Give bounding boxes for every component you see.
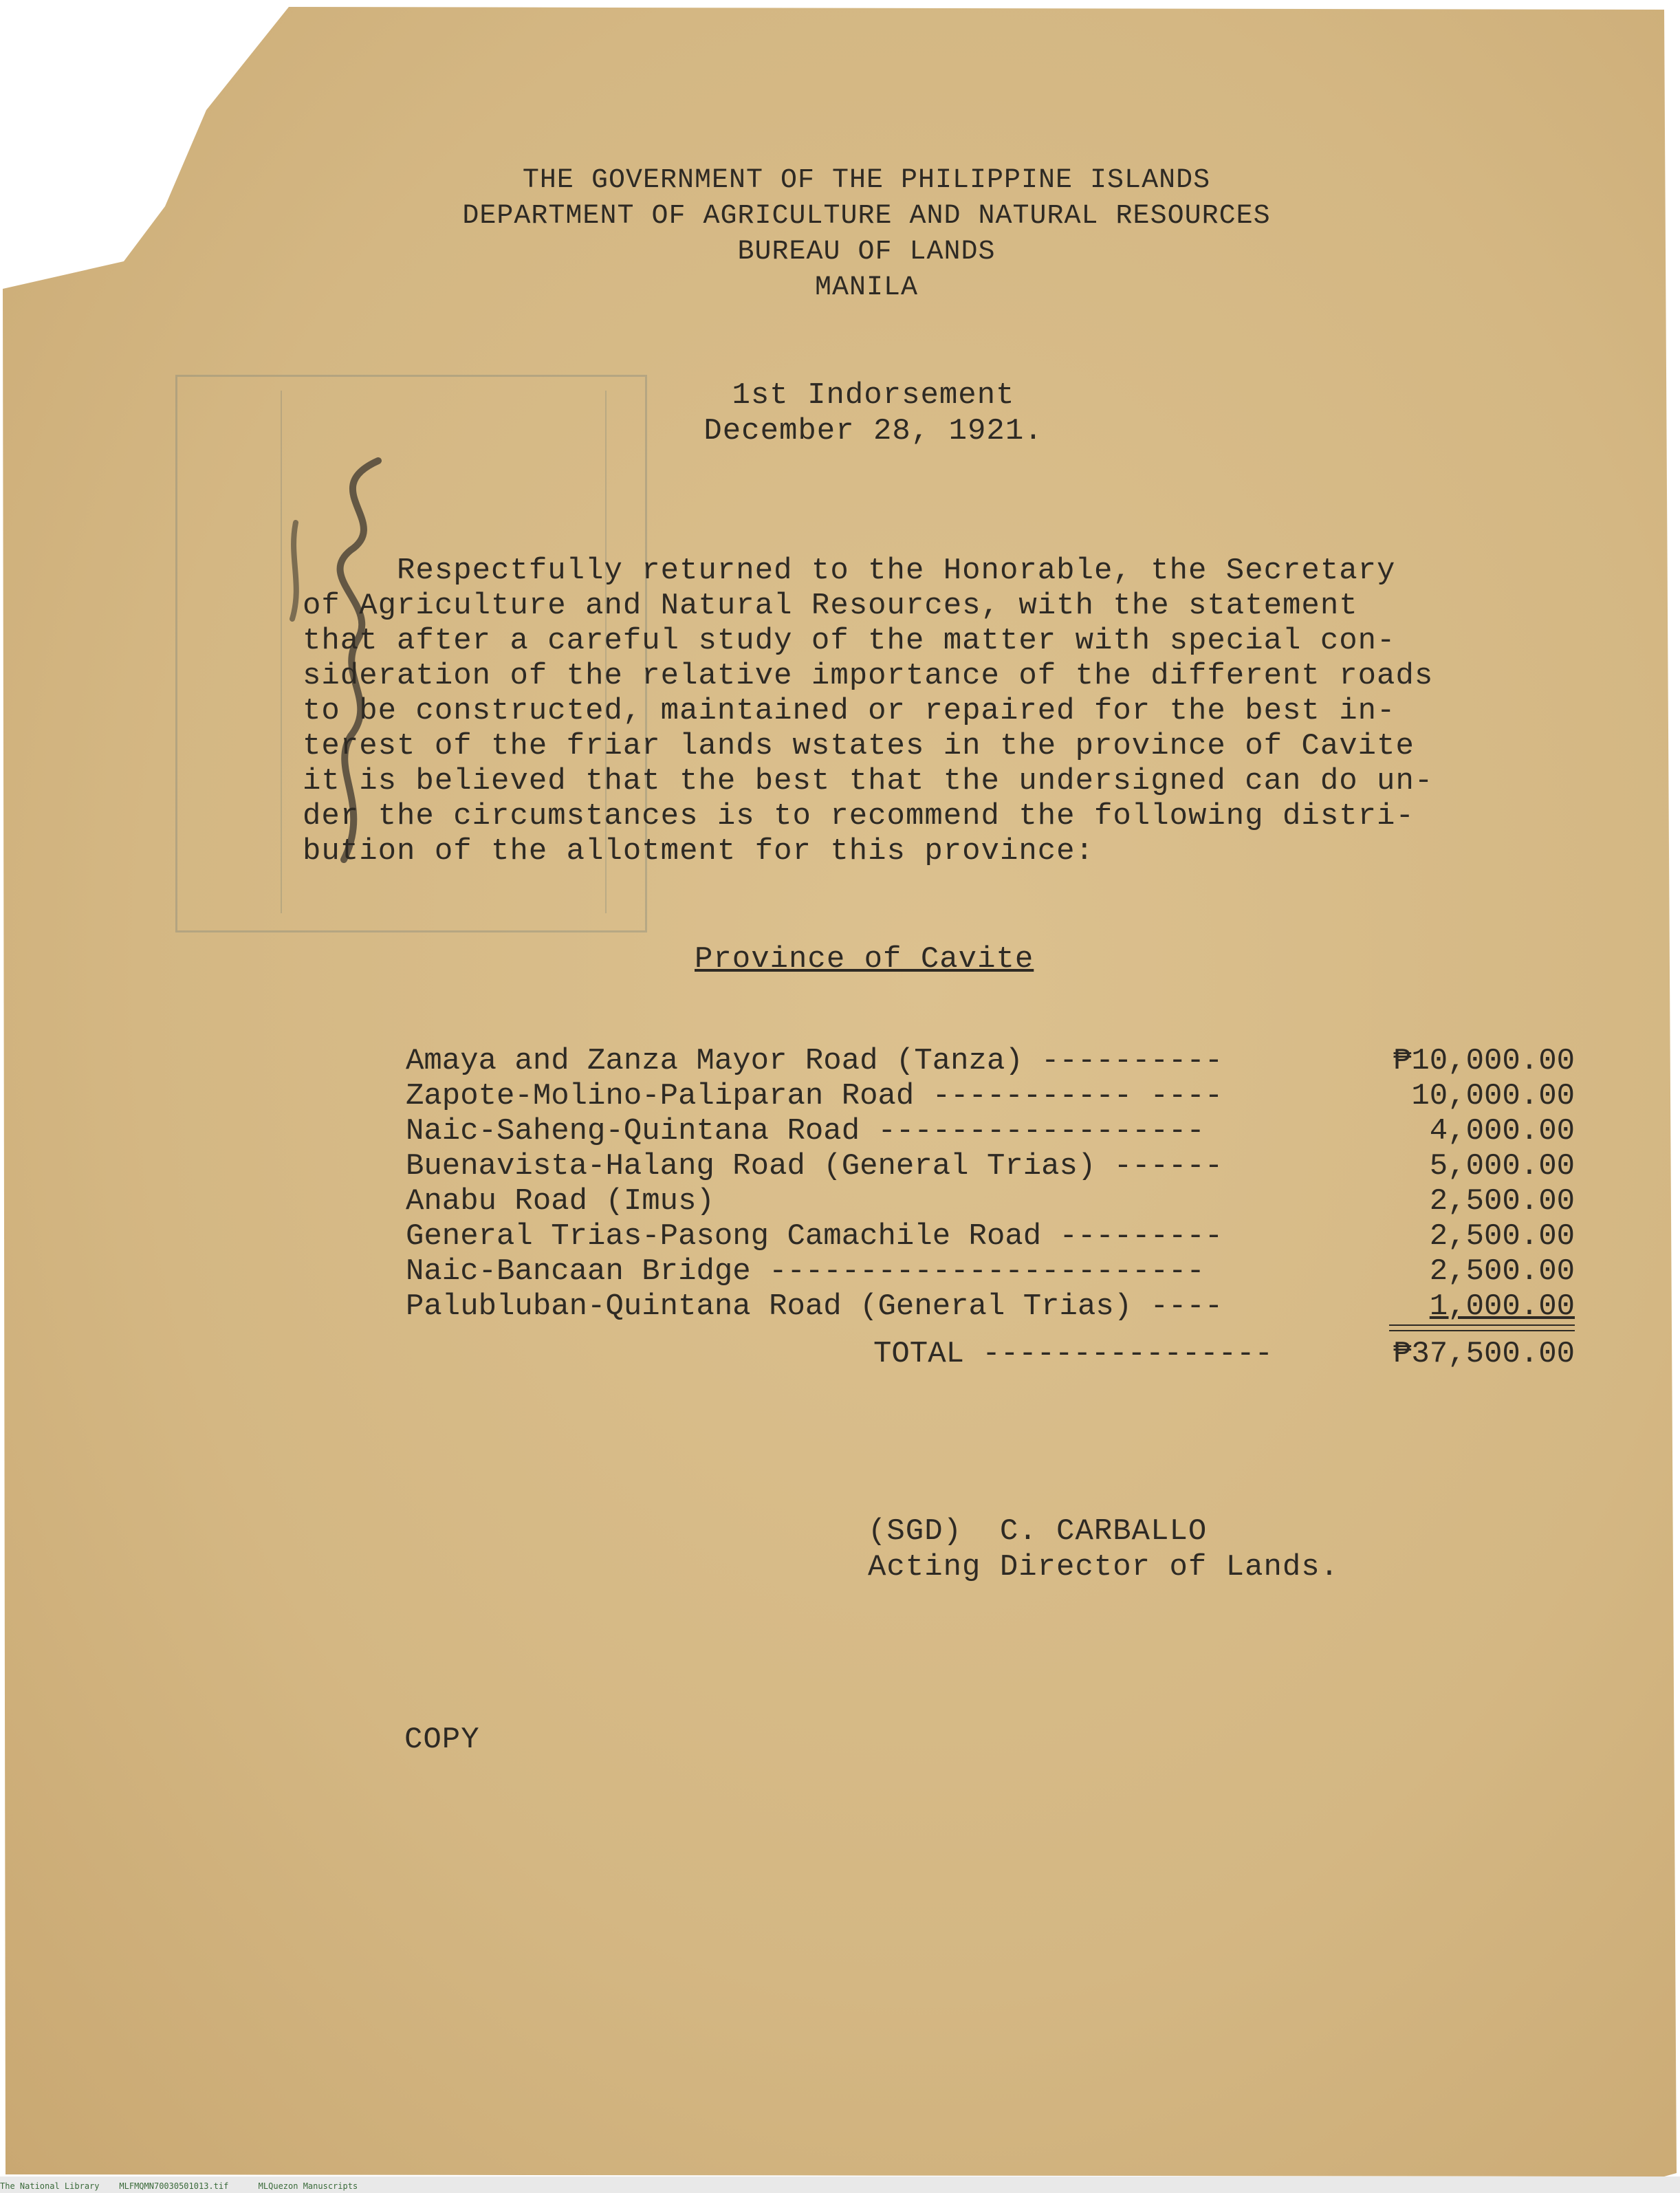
indorsement-title: 1st Indorsement: [732, 378, 1015, 413]
body-line: it is believed that the best that the undersigned can do un-: [303, 764, 1434, 798]
row-label: Zapote-Molino-Paliparan Road ----------- ----: [406, 1079, 1223, 1113]
row-label: Amaya and Zanza Mayor Road (Tanza) ----------: [406, 1044, 1223, 1078]
total-amount: ₱37,500.00: [1393, 1337, 1575, 1371]
row-amount: 10,000.00: [1411, 1079, 1575, 1113]
row-label: Palubluban-Quintana Road (General Trias) ----: [406, 1289, 1223, 1324]
total-label: TOTAL ----------------: [873, 1337, 1273, 1371]
header-line-2: DEPARTMENT OF AGRICULTURE AND NATURAL RESOURCES: [462, 201, 1271, 232]
signature-name: (SGD) C. CARBALLO: [868, 1514, 1208, 1549]
table-heading: Province of Cavite: [695, 942, 1034, 977]
header-line-1: THE GOVERNMENT OF THE PHILIPPINE ISLANDS: [522, 165, 1211, 196]
row-label: General Trias-Pasong Camachile Road ---------: [406, 1219, 1223, 1254]
header-line-3: BUREAU OF LANDS: [737, 237, 996, 268]
row-label: Anabu Road (Imus): [406, 1184, 714, 1219]
signature-title: Acting Director of Lands.: [868, 1550, 1340, 1584]
row-amount: ₱10,000.00: [1393, 1044, 1575, 1078]
body-line: of Agriculture and Natural Resources, with the statement: [303, 589, 1358, 623]
table-row: [406, 1289, 1575, 1324]
table-row: [406, 1219, 1575, 1254]
scan-footer: The National Library MLFMQMN70030501013.tif MLQuezon Manuscripts: [0, 2181, 358, 2191]
body-line: der the circumstances is to recommend the following distri-: [303, 799, 1415, 833]
row-amount: 2,500.00: [1429, 1184, 1575, 1219]
row-label: Naic-Bancaan Bridge ------------------------: [406, 1254, 1205, 1289]
table-row: [406, 1149, 1575, 1183]
body-line: to be constructed, maintained or repaired for the best in-: [303, 694, 1396, 728]
body-line: that after a careful study of the matter with special con-: [303, 624, 1396, 658]
body-line: terest of the friar lands wstates in the province of Cavite: [303, 729, 1415, 763]
body-line: bution of the allotment for this province:: [303, 834, 1094, 869]
header-line-4: MANILA: [814, 272, 919, 303]
row-amount: 2,500.00: [1429, 1254, 1575, 1289]
table-row: [406, 1114, 1575, 1148]
table-row: [406, 1254, 1575, 1289]
table-row: [406, 1079, 1575, 1113]
copy-mark: COPY: [404, 1723, 480, 1757]
body-line: Respectfully returned to the Honorable, the Secretary: [303, 554, 1396, 588]
row-amount: 5,000.00: [1429, 1149, 1575, 1183]
row-amount: 1,000.00: [1429, 1289, 1575, 1324]
row-amount: 2,500.00: [1429, 1219, 1575, 1254]
body-line: sideration of the relative importance of the different roads: [303, 659, 1434, 693]
row-label: Buenavista-Halang Road (General Trias) ------: [406, 1149, 1223, 1183]
total-rule: [1389, 1324, 1575, 1331]
total-row: [873, 1337, 1575, 1371]
table-row: [406, 1044, 1575, 1078]
table-row: [406, 1184, 1575, 1219]
row-label: Naic-Saheng-Quintana Road ------------------: [406, 1114, 1205, 1148]
row-amount: 4,000.00: [1429, 1114, 1575, 1148]
indorsement-date: December 28, 1921.: [703, 414, 1043, 448]
